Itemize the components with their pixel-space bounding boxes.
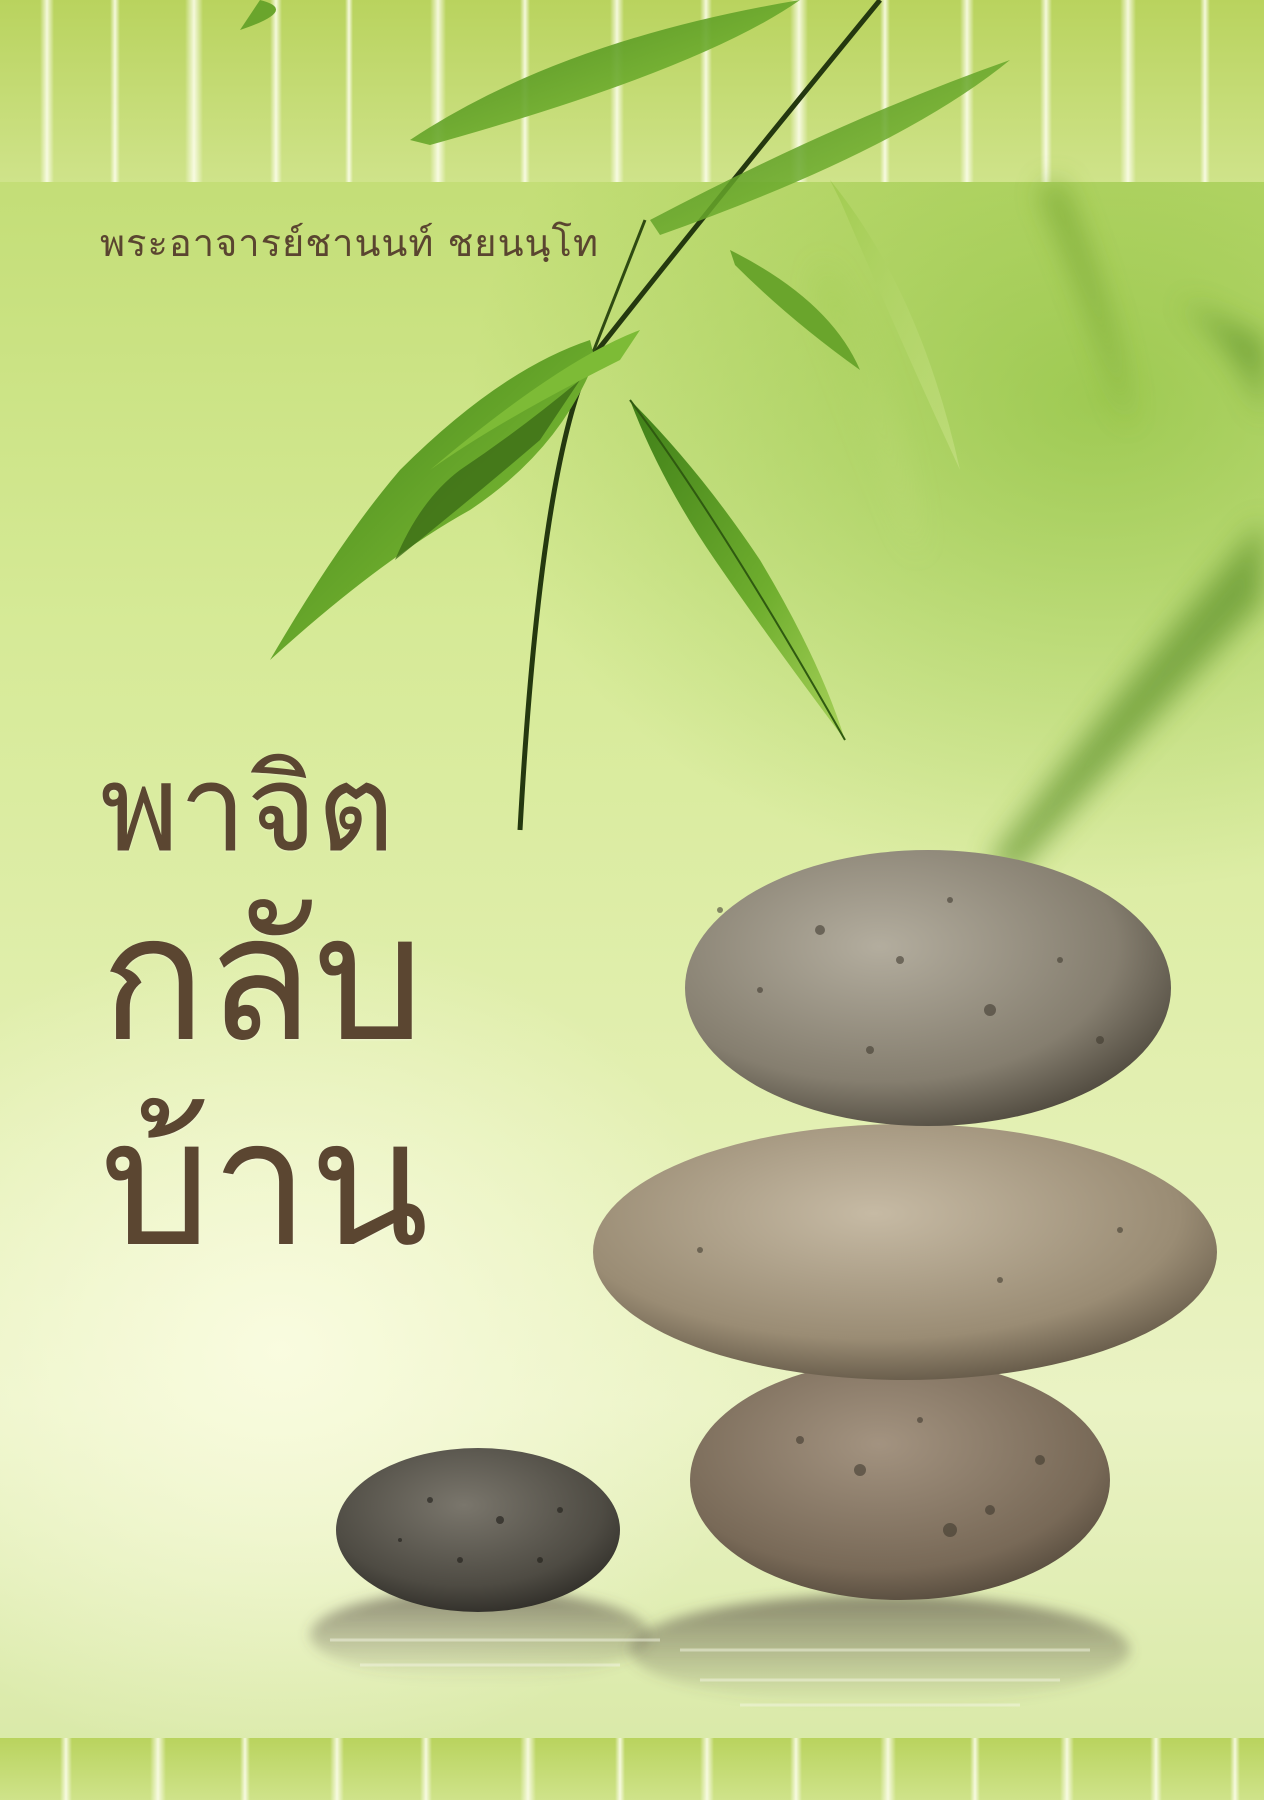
title-line-1: พาจิต bbox=[100, 740, 395, 879]
title-line-2: กลับ bbox=[100, 878, 425, 1081]
bamboo-leaves bbox=[240, 0, 1010, 830]
stacked-stones bbox=[593, 850, 1217, 1600]
title-line-3: บ้าน bbox=[100, 1083, 429, 1286]
author-name: พระอาจารย์ชานนท์ ชยนนฺโท bbox=[100, 221, 599, 265]
small-stone bbox=[336, 1448, 620, 1612]
